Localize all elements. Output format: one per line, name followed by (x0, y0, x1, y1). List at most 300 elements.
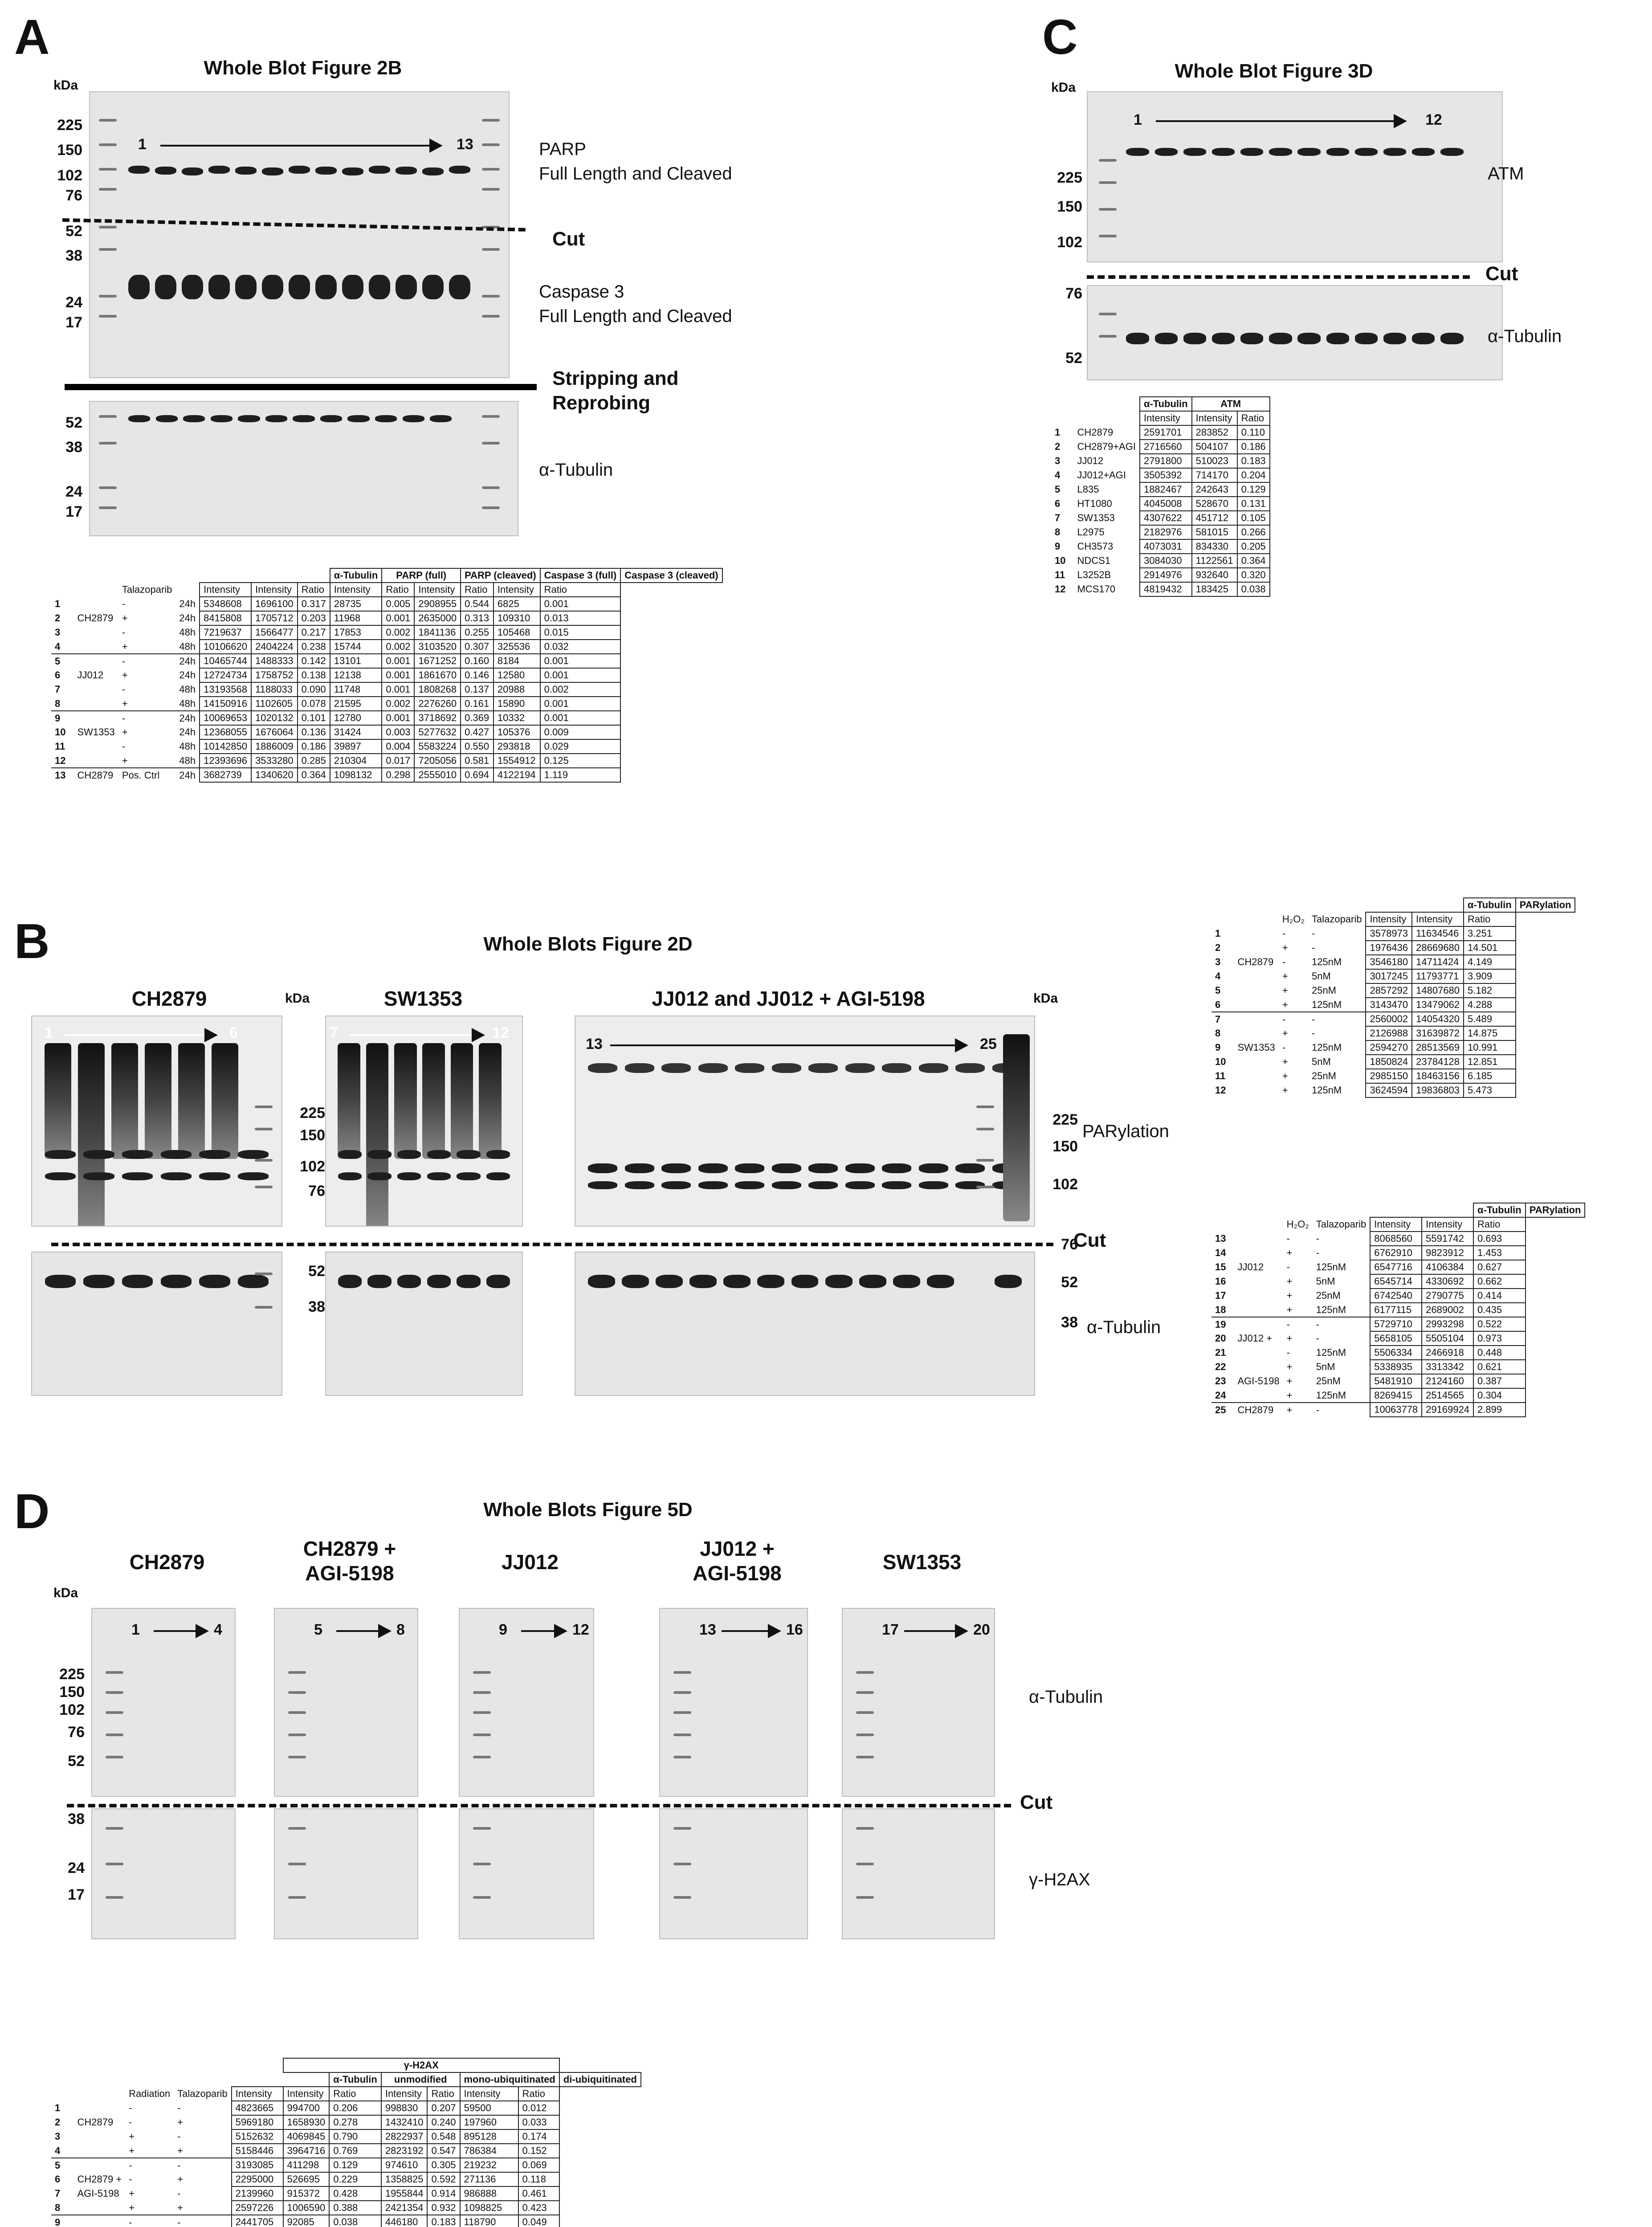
table-cell: - (177, 2102, 181, 2113)
table-cell: CH2879+AGI (1077, 441, 1136, 452)
mw-marker-label: 102 (1052, 1176, 1078, 1193)
table-cell: 0.038 (329, 2215, 381, 2227)
blot-smear (422, 1043, 445, 1159)
table-cell (1234, 912, 1278, 926)
mw-marker-label: 225 (1057, 169, 1082, 186)
blot-band (919, 1181, 948, 1189)
table-cell: NDCS1 (1077, 555, 1111, 566)
table-cell: 0.015 (540, 625, 621, 640)
blot-band (83, 1275, 114, 1288)
blot-band (396, 275, 417, 299)
table-cell: 5583224 (414, 739, 461, 754)
table-cell: + (122, 669, 128, 681)
table-cell: 92085 (283, 2215, 330, 2227)
table-head-row (1051, 397, 1270, 411)
blot-band (83, 1172, 114, 1180)
blot-band (342, 275, 363, 299)
table-cell: Intensity (330, 583, 382, 597)
mw-marker-label: 38 (65, 439, 82, 456)
mw-marker-label: 150 (57, 142, 82, 159)
table-cell: 0.217 (298, 625, 330, 640)
table-cell: 48h (179, 627, 196, 638)
panel-b-sw1353-blot (325, 1016, 523, 1227)
table-cell: H₂O₂ (1282, 914, 1305, 925)
table-cell: + (177, 2145, 183, 2156)
blot-band (45, 1150, 76, 1159)
table-cell: 0.002 (382, 625, 414, 640)
panel-b-lane-7: 7 (330, 1024, 338, 1041)
table-cell (73, 640, 118, 654)
table-row (51, 725, 722, 739)
table-cell: 1861670 (414, 668, 461, 682)
table-cell: 4 (55, 640, 61, 652)
table-cell (1234, 1388, 1283, 1403)
table-cell: 714170 (1192, 468, 1237, 482)
table-cell (73, 697, 118, 711)
table-cell: 0.032 (540, 640, 621, 654)
table-cell: 6 (55, 2174, 61, 2185)
table-cell (1234, 1012, 1278, 1026)
lane-end-number: 4 (214, 1621, 222, 1638)
table-cell: 3193085 (232, 2158, 283, 2172)
table-cell: 24h (175, 654, 200, 668)
blot-band (772, 1063, 801, 1073)
table-cell: Intensity (283, 2087, 330, 2101)
panel-b-jj012-tub (575, 1252, 1035, 1396)
blot-band (367, 1150, 391, 1159)
panel-a-lower-blot (89, 401, 518, 536)
lane-end-number: 16 (786, 1621, 803, 1638)
blot-band (265, 415, 287, 422)
table-cell: 0.205 (1237, 539, 1270, 554)
blot-band (1155, 333, 1178, 344)
table-cell: 242643 (1192, 482, 1237, 497)
panel-d-h2ax-label: γ-H2AX (1029, 1870, 1090, 1889)
table-cell: 5506334 (1370, 1346, 1422, 1360)
blot-band (238, 415, 260, 422)
table-cell: 526695 (283, 2172, 330, 2186)
table-cell: 4 (1055, 469, 1061, 481)
table-cell: 0.423 (518, 2201, 559, 2215)
table-header-cell: PARylation (1516, 898, 1575, 912)
table-cell (1234, 941, 1278, 955)
table-cell: 0.266 (1237, 525, 1270, 539)
table-row (1051, 482, 1270, 497)
table-cell: 12 (1055, 583, 1066, 595)
table-cell: 1432410 (381, 2115, 428, 2129)
table-cell: 5481910 (1370, 1374, 1422, 1388)
table-cell: 1 (1215, 928, 1221, 939)
blot-band (369, 166, 390, 174)
table-cell: 1188033 (251, 682, 298, 697)
table-head-row (51, 568, 722, 583)
table-cell: 2 (55, 612, 61, 624)
blot-band (375, 415, 397, 422)
table-cell: Pos. Ctrl (118, 768, 176, 782)
tubulin-blot (842, 1608, 995, 1797)
table-cell: 3718692 (414, 711, 461, 725)
table-cell: 7 (1211, 1012, 1234, 1026)
table-cell: 325536 (494, 640, 540, 654)
panel-c-table (1051, 396, 1270, 597)
table-row (1211, 1289, 1585, 1303)
table-cell: 5nM (1311, 971, 1331, 982)
table-row (1211, 1069, 1575, 1083)
mw-marker-label: 38 (65, 247, 82, 264)
table-cell: 14807680 (1412, 983, 1464, 998)
table-cell: 125nM (1316, 1347, 1346, 1358)
mw-marker-label: 38 (1061, 1314, 1078, 1331)
table-cell: 1976436 (1366, 941, 1412, 955)
blot-band (772, 1181, 801, 1189)
table-cell: 834330 (1192, 539, 1237, 554)
table-cell: - (1282, 1042, 1286, 1053)
blot-band (689, 1275, 717, 1288)
table-cell: CH2879 (1077, 427, 1114, 438)
table-cell: - (1308, 1012, 1366, 1026)
ladder-lane (1099, 92, 1117, 261)
table-cell (1234, 1055, 1278, 1069)
panel-b-table-2 (1211, 1203, 1585, 1417)
table-row (1211, 1331, 1585, 1346)
table-cell: 0.317 (298, 597, 330, 611)
blot-band (735, 1163, 764, 1173)
table-cell: 5158446 (232, 2144, 283, 2158)
table-cell: 0.001 (540, 711, 621, 725)
table-cell: 1.119 (540, 768, 621, 782)
table-cell: 4330692 (1422, 1274, 1473, 1289)
table-cell: 7219637 (200, 625, 251, 640)
table-cell: + (1286, 1276, 1293, 1287)
table-cell: Intensity (1412, 912, 1464, 926)
panel-a-tubulin-label: α-Tubulin (539, 460, 613, 480)
blot-band (199, 1275, 230, 1288)
table-cell: 4069845 (283, 2129, 330, 2144)
table-cell: 7 (55, 684, 61, 695)
table-cell: 0.387 (1473, 1374, 1526, 1388)
table-header-cell: mono-ubiquitinated (460, 2072, 559, 2087)
ladder-lane (288, 1609, 306, 1796)
blot-band (661, 1181, 691, 1189)
table-cell: + (129, 2145, 135, 2156)
table-cell: Intensity (1366, 912, 1412, 926)
table-row (51, 2129, 641, 2144)
table-cell: 4106384 (1422, 1260, 1473, 1274)
table-row (51, 2158, 641, 2172)
table-cell: 3 (1215, 956, 1221, 967)
table-cell: 4823665 (232, 2101, 283, 2115)
table-cell (1051, 411, 1073, 425)
table-cell: 271136 (460, 2172, 518, 2186)
ladder-lane (473, 1809, 491, 1938)
table-cell: 0.186 (298, 739, 330, 754)
table-cell: + (122, 726, 128, 738)
table-cell: 8 (1055, 526, 1061, 538)
table-cell: - (1286, 1233, 1290, 1244)
blot-band (338, 1150, 362, 1159)
mw-marker-label: 76 (68, 1724, 85, 1741)
table-head-row (1211, 1217, 1585, 1232)
table-cell: 28669680 (1412, 941, 1464, 955)
table-cell: Intensity (251, 583, 298, 597)
blot-band (342, 167, 363, 175)
blot-band (698, 1181, 728, 1189)
table-header-cell (51, 2072, 329, 2087)
table-cell: 15 (1215, 1261, 1226, 1273)
table-cell: 5 (1215, 985, 1221, 996)
table-row (51, 697, 722, 711)
blot-band (199, 1172, 230, 1180)
blot-band (1240, 333, 1263, 344)
table-cell: - (177, 2131, 181, 2142)
table-cell: 6 (1055, 498, 1061, 509)
table-cell: 21595 (330, 697, 382, 711)
table-cell: L835 (1077, 484, 1099, 495)
table-cell: Ratio (1237, 411, 1270, 425)
table-row (1051, 554, 1270, 568)
table-cell (73, 754, 118, 768)
table-cell: + (122, 697, 128, 709)
table-row (51, 640, 722, 654)
table-cell (1234, 1232, 1283, 1246)
table-cell: 0.298 (382, 768, 414, 782)
table-cell: Intensity (414, 583, 461, 597)
table-cell: 48h (179, 640, 196, 652)
table-cell: - (122, 684, 126, 695)
table-header-cell (1051, 397, 1140, 411)
blot-band (486, 1275, 510, 1288)
table-cell: 2 (55, 2117, 61, 2128)
table-cell: 0.118 (518, 2172, 559, 2186)
table-cell: 4 (55, 2145, 61, 2156)
table-row (1211, 1083, 1575, 1097)
panel-c-cut-label: Cut (1485, 263, 1518, 285)
table-cell: 9823912 (1422, 1246, 1473, 1260)
mw-marker-label: 52 (65, 414, 82, 431)
table-cell: 6825 (494, 597, 540, 611)
table-cell: 14.501 (1464, 941, 1516, 955)
table-cell: 3143470 (1366, 998, 1412, 1012)
table-cell: 0.285 (298, 754, 330, 768)
table-cell: 0.004 (382, 739, 414, 754)
table-cell: 2993298 (1422, 1317, 1473, 1331)
blot-band (367, 1172, 391, 1180)
table-cell: 0.069 (518, 2158, 559, 2172)
mw-marker-label: 102 (1057, 234, 1082, 251)
blot-band (1212, 333, 1235, 344)
panel-b-head-sw1353: SW1353 (383, 987, 463, 1010)
table-row (51, 654, 722, 668)
table-cell (73, 583, 118, 597)
blot-band (449, 275, 470, 299)
table-cell (73, 654, 118, 668)
table-cell: 25nM (1316, 1290, 1341, 1301)
panel-a-lane-arrow (160, 145, 441, 147)
table-cell: + (1282, 1085, 1288, 1096)
blot-band (1126, 148, 1149, 156)
table-cell: H₂O₂ (1286, 1219, 1309, 1230)
blot-band (661, 1063, 691, 1073)
table-cell: JJ012 (77, 669, 104, 681)
table-cell: 3505392 (1140, 468, 1192, 482)
table-cell: 3578973 (1366, 926, 1412, 941)
table-cell: 109310 (494, 611, 540, 625)
blot-band (183, 415, 205, 422)
mw-marker-label: 150 (1052, 1138, 1078, 1155)
table-row (1211, 1026, 1575, 1040)
table-cell: 18463156 (1412, 1069, 1464, 1083)
blot-band (1355, 148, 1378, 156)
blot-band (347, 415, 369, 422)
panel-a-title: Whole Blot Figure 2B (204, 57, 402, 79)
table-cell: 24 (1215, 1389, 1226, 1401)
table-cell: 3682739 (200, 768, 251, 782)
lane-arrow (521, 1630, 566, 1632)
table-row (1211, 1346, 1585, 1360)
h2ax-blot (842, 1808, 995, 1939)
table-cell: 0.012 (518, 2101, 559, 2115)
table-cell: 28513569 (1412, 1040, 1464, 1055)
table-cell: 3624594 (1366, 1083, 1412, 1097)
mw-marker-label: 24 (68, 1860, 85, 1876)
table-row (51, 625, 722, 640)
table-cell: 2594270 (1366, 1040, 1412, 1055)
table-cell: 6545714 (1370, 1274, 1422, 1289)
table-cell: + (1282, 942, 1288, 953)
table-head-row (51, 2058, 641, 2072)
table-cell: 0.305 (427, 2158, 460, 2172)
table-cell (1234, 1346, 1283, 1360)
table-cell: + (1286, 1304, 1293, 1315)
table-cell: + (1286, 1333, 1293, 1344)
table-cell: 1102605 (251, 697, 298, 711)
table-cell: 8 (1215, 1028, 1221, 1039)
table-cell: Ratio (329, 2087, 381, 2101)
table-cell: 3313342 (1422, 1360, 1473, 1374)
blot-band (457, 1150, 480, 1159)
table-cell: 0.448 (1473, 1346, 1526, 1360)
table-cell: 0.001 (382, 611, 414, 625)
table-cell: 6 (55, 669, 61, 681)
table-head-row (51, 583, 722, 597)
table-cell: 932640 (1192, 568, 1237, 582)
ladder-lane (106, 1809, 123, 1938)
table-cell: 23 (1215, 1375, 1226, 1387)
mw-marker-label: 52 (65, 223, 82, 240)
table-cell: 3 (1055, 455, 1061, 466)
table-cell: 2985150 (1366, 1069, 1412, 1083)
table-cell: 0.547 (427, 2144, 460, 2158)
table-cell: Intensity (232, 2087, 283, 2101)
table-head-row (51, 2072, 641, 2087)
table-header-cell: Caspase 3 (full) (540, 568, 621, 583)
blot-smear (479, 1043, 502, 1159)
table-cell: + (129, 2131, 135, 2142)
table-cell: - (177, 2188, 181, 2199)
table-cell: 4.288 (1464, 998, 1516, 1012)
table-cell: 2716560 (1140, 440, 1192, 454)
mw-marker-label: 102 (300, 1158, 325, 1175)
blot-smear (1003, 1034, 1030, 1221)
table-cell: 11 (1215, 1070, 1226, 1081)
table-cell: 5348608 (200, 597, 251, 611)
table-cell: - (1316, 1247, 1320, 1258)
table-cell: 0.017 (382, 754, 414, 768)
table-cell: - (125, 2215, 174, 2227)
blot-band (262, 167, 283, 175)
table-cell (1234, 998, 1278, 1012)
lane-end-number: 8 (396, 1621, 405, 1638)
table-header-cell: di-ubiquitinated (559, 2072, 641, 2087)
table-cell: 0.369 (461, 711, 494, 725)
table-cell: Ratio (1464, 912, 1516, 926)
table-cell: 1671252 (414, 654, 461, 668)
table-row (51, 711, 722, 725)
mw-marker-label: 76 (308, 1183, 325, 1199)
table-row (1211, 1040, 1575, 1055)
mw-marker-label: 17 (68, 1886, 85, 1903)
blot-band (208, 275, 230, 299)
table-cell: 3084030 (1140, 554, 1192, 568)
blot-band (845, 1063, 875, 1073)
blot-band (1155, 148, 1178, 156)
table-cell: CH2879 (73, 768, 118, 782)
panel-a-cut-label: Cut (552, 228, 585, 250)
table-header-cell: PARP (cleaved) (461, 568, 540, 583)
table-cell: 1340620 (251, 768, 298, 782)
panel-b-lane-13: 13 (586, 1036, 603, 1052)
table-cell: 0.186 (1237, 440, 1270, 454)
blot-band (422, 275, 444, 299)
blot-smear (78, 1043, 105, 1227)
table-head-row (1211, 898, 1575, 912)
panel-b-ch2879-blot (31, 1016, 282, 1227)
blot-band (182, 167, 203, 175)
table-cell: 11793771 (1412, 969, 1464, 983)
table-cell: 125nM (1316, 1389, 1346, 1401)
blot-band (293, 415, 314, 422)
table-cell: 0.581 (461, 754, 494, 768)
panel-a-parp-label: PARP (539, 139, 586, 159)
table-cell: + (1282, 1056, 1288, 1067)
blot-band (155, 167, 176, 175)
lane-start-number: 13 (699, 1621, 716, 1638)
ladder-lane (482, 92, 500, 377)
table-cell: Ratio (427, 2087, 460, 2101)
table-cell: Talazoparib (122, 584, 172, 595)
blot-band (1355, 333, 1378, 344)
table-cell: 24h (179, 598, 196, 609)
table-cell: 7 (1055, 512, 1061, 523)
table-cell: JJ012 + (1237, 1333, 1273, 1344)
blot-band (1269, 148, 1292, 156)
blot-band (182, 275, 203, 299)
table-cell: HT1080 (1077, 498, 1112, 509)
mw-marker-label: 24 (65, 483, 82, 500)
table-header-cell (51, 2058, 283, 2072)
table-cell: 1841136 (414, 625, 461, 640)
table-cell: 1 (55, 2102, 61, 2113)
table-cell: 13101 (330, 654, 382, 668)
table-cell: 20 (1215, 1333, 1226, 1344)
table-cell (1234, 1246, 1283, 1260)
table-header-cell: ATM (1192, 397, 1270, 411)
table-cell: 3546180 (1366, 955, 1412, 969)
table-cell: 0.592 (427, 2172, 460, 2186)
table-cell: 2466918 (1422, 1346, 1473, 1360)
table-cell: 1 (1055, 427, 1061, 438)
table-cell: 12724734 (200, 668, 251, 682)
